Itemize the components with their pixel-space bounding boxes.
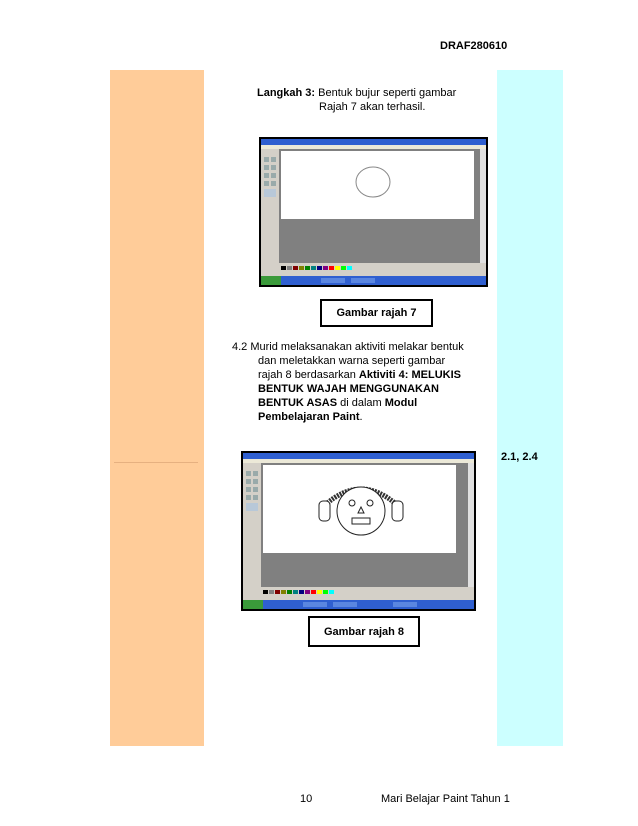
paint-workspace <box>279 149 480 263</box>
right-column <box>497 70 563 746</box>
paint-screenshot-8 <box>241 451 476 611</box>
paint-canvas <box>281 151 474 219</box>
ellipse-shape <box>281 151 474 219</box>
paint-canvas <box>263 465 456 553</box>
paint-screenshot-7 <box>259 137 488 287</box>
paint-toolbox <box>243 463 262 587</box>
paint-scrollbar <box>480 149 486 263</box>
paint-workspace <box>261 463 468 587</box>
skill-code: 2.1, 2.4 <box>501 451 538 463</box>
face-drawing <box>263 465 456 553</box>
paint-toolbox <box>261 149 280 263</box>
caption-gambar-rajah-8: Gambar rajah 8 <box>308 616 420 647</box>
left-column <box>110 70 204 746</box>
step3-label: Langkah 3: Bentuk bujur seperti gambar <box>257 87 457 99</box>
page-number: 10 <box>300 793 313 805</box>
paint-palette <box>243 587 474 600</box>
step3-line2: Rajah 7 akan terhasil. <box>319 101 426 113</box>
caption-gambar-rajah-7: Gambar rajah 7 <box>320 299 433 327</box>
draft-code: DRAF280610 <box>440 40 508 52</box>
left-column-rule <box>114 462 198 463</box>
paint-palette <box>261 263 486 276</box>
windows-taskbar <box>243 600 474 609</box>
windows-taskbar <box>261 276 486 285</box>
footer-title: Mari Belajar Paint Tahun 1 <box>381 793 510 805</box>
paragraph-4-2: 4.2 Murid melaksanakan aktiviti melakar bentuk dan meletakkan warna seperti gambar rajah 8 berdasarkan Aktiviti 4: MELUKIS BENTUK WAJAH MENGGUNAKAN BENTUK ASAS di dalam Modul Pembelajaran Paint. <box>232 341 464 423</box>
paint-scrollbar <box>468 463 474 587</box>
